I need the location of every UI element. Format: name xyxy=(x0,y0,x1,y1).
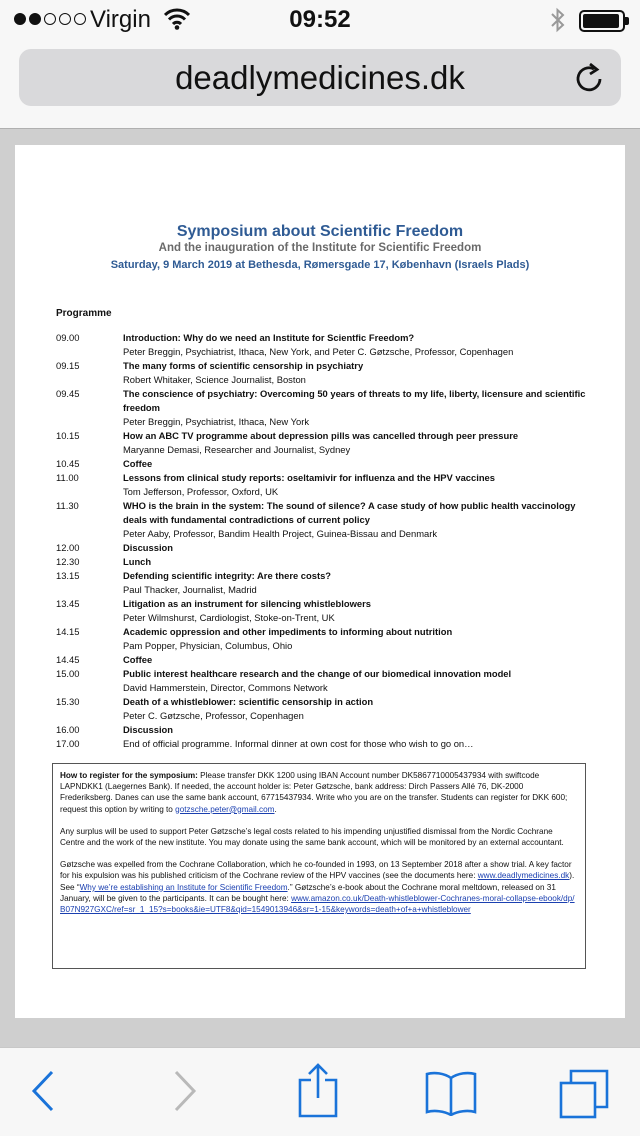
registration-label: How to register for the symposium: xyxy=(60,771,198,780)
schedule-time: 09.45 xyxy=(56,388,80,399)
schedule-row xyxy=(56,499,586,541)
session-speaker: David Hammerstein, Director, Commons Network xyxy=(123,682,328,693)
schedule-row xyxy=(56,541,586,555)
url-text[interactable]: deadlymedicines.dk xyxy=(175,59,465,96)
schedule-row xyxy=(56,667,586,695)
schedule-time: 15.00 xyxy=(56,668,80,679)
session-speaker: Tom Jefferson, Professor, Oxford, UK xyxy=(123,486,279,497)
page-subtitle: And the inauguration of the Institute for Scientific Freedom xyxy=(158,242,482,254)
session-title: The conscience of psychiatry: Overcoming 50 years of threats to my life, liberty, licensure and scientific freedom xyxy=(123,388,586,413)
session-speaker: Peter Wilmshurst, Cardiologist, Stoke-on-Trent, UK xyxy=(123,612,335,623)
schedule-time: 13.15 xyxy=(56,570,80,581)
bluetooth-icon xyxy=(550,7,566,38)
schedule-row xyxy=(56,653,586,667)
carrier-name: Virgin xyxy=(90,6,151,33)
forward-icon[interactable] xyxy=(172,1068,198,1119)
article-link[interactable]: Why we’re establishing an Institute for Scientific Freedom xyxy=(79,882,288,892)
session-speaker: Peter C. Gøtzsche, Professor, Copenhagen xyxy=(123,710,304,721)
schedule-row xyxy=(56,331,586,359)
session-title: WHO is the brain in the system: The sound of silence? A case study of how public health vaccinology deals with fundamental contradictions of current policy xyxy=(123,500,576,525)
status-bar xyxy=(0,0,640,40)
session-title: Coffee xyxy=(123,458,153,469)
session-speaker: Peter Aaby, Professor, Bandim Health Project, Guinea-Bissau and Denmark xyxy=(123,528,438,539)
website-link[interactable]: www.deadlymedicines.dk xyxy=(477,871,570,881)
schedule-row xyxy=(56,471,586,499)
session-title: Defending scientific integrity: Are there costs? xyxy=(123,570,332,581)
session-title: Introduction: Why do we need an Institute for Scientfic Freedom? xyxy=(123,332,415,343)
session-title: Lessons from clinical study reports: oseltamivir for influenza and the HPV vaccines xyxy=(123,472,495,483)
schedule-row xyxy=(56,737,586,751)
bookmarks-icon[interactable] xyxy=(424,1070,478,1121)
schedule-row xyxy=(56,695,586,723)
event-date-location: Saturday, 9 March 2019 at Bethesda, Rømersgade 17, København (Israels Plads) xyxy=(110,259,530,271)
share-icon[interactable] xyxy=(296,1062,340,1123)
schedule-time: 13.45 xyxy=(56,598,80,609)
session-speaker: Peter Breggin, Psychiatrist, Ithaca, New York xyxy=(123,416,310,427)
schedule-time: 12.30 xyxy=(56,556,80,567)
expulsion-paragraph: Gøtzsche was expelled from the Cochrane Collaboration, which he co-founded in 1993, on 13 September 2018 after a show trial. A key factor for his expulsion was his published criticism of the Cochrane review of the HPV vaccines (see the documents here: www.deadlymedicines.dk). See “Why we’re establishing an Institute for Scientific Freedom.” Gøtzsche’s e-book about the Cochrane moral meltdown, released on 31 January, will be given to the participants. It can be bought here: www.amazon.co.uk/Death-whistleblower-Cochranes-moral-collapse-ebook/dp/B07N927GXC/ref=sr_1_15?s=books&ie=UTF8&qid=1549013946&sr=1-15&keywords=death+of+a+whistleblower xyxy=(60,860,575,915)
session-speaker: Pam Popper, Physician, Columbus, Ohio xyxy=(123,640,293,651)
reload-icon[interactable] xyxy=(575,62,605,99)
schedule-time: 09.00 xyxy=(56,332,80,343)
session-speaker: Peter Breggin, Psychiatrist, Ithaca, New York, and Peter C. Gøtzsche, Professor, Copenhagen xyxy=(123,346,514,357)
info-box xyxy=(52,763,586,969)
session-speaker: Robert Whitaker, Science Journalist, Boston xyxy=(123,374,306,385)
schedule-row xyxy=(56,723,586,737)
schedule-row xyxy=(56,555,586,569)
schedule-row xyxy=(56,457,586,471)
pdf-page xyxy=(15,145,625,1018)
session-title: Litigation as an instrument for silencing whistleblowers xyxy=(123,598,371,609)
schedule-row xyxy=(56,597,586,625)
session-title: The many forms of scientific censorship in psychiatry xyxy=(123,360,364,371)
schedule-time: 15.30 xyxy=(56,696,80,707)
schedule-time: 16.00 xyxy=(56,724,80,735)
session-title: Academic oppression and other impediments to informing about nutrition xyxy=(123,626,453,637)
schedule-time: 17.00 xyxy=(56,738,80,749)
tabs-icon[interactable] xyxy=(558,1068,610,1125)
session-title: Coffee xyxy=(123,654,153,665)
session-speaker: Paul Thacker, Journalist, Madrid xyxy=(123,584,257,595)
surplus-paragraph: Any surplus will be used to support Peter Gøtzsche’s legal costs related to his impending unjustified dismissal from the Nordic Cochrane Centre and the work of the new institute. You may donate using the same bank account, which will be monitored by an external accountant. xyxy=(60,826,564,848)
schedule-row xyxy=(56,429,586,457)
schedule-time: 10.45 xyxy=(56,458,80,469)
schedule-row xyxy=(56,569,586,597)
clock: 09:52 xyxy=(289,6,351,33)
schedule-time: 12.00 xyxy=(56,542,80,553)
registration-paragraph: How to register for the symposium: Please transfer DKK 1200 using IBAN Account number DK5867710005437934 with swiftcode LAPNDKK1 (Laegernes Bank). If needed, the account holder is: Peter Gøtzsche, bank address: Dirch Passers Allé 76, DK-2000 Frederiksberg. Danes can use the same bank account, 67715437934. Write who you are on the transfer. Students can register for DKK 600; request this option by writing to gotzsche.peter@gmail.com. xyxy=(60,771,568,814)
schedule-time: 11.00 xyxy=(56,472,79,483)
schedule-time: 09.15 xyxy=(56,360,80,371)
programme-schedule xyxy=(56,331,586,751)
session-title: Death of a whistleblower: scientific censorship in action xyxy=(123,696,374,707)
session-title: How an ABC TV programme about depression pills was cancelled through peer pressure xyxy=(123,430,519,441)
amazon-link[interactable]: www.amazon.co.uk/Death-whistleblower-Cochranes-moral-collapse-ebook/dp/B07N927GXC/ref=sr_1_15?s=books&ie=UTF8&qid=1549013946&sr=1-15&keywords=death+of+a+whistleblower xyxy=(60,893,575,915)
session-title: End of official programme. Informal dinner at own cost for those who wish to go on… xyxy=(123,738,474,749)
schedule-time: 11.30 xyxy=(56,500,79,511)
back-icon[interactable] xyxy=(30,1068,56,1119)
schedule-row xyxy=(56,387,586,429)
session-title: Discussion xyxy=(123,724,174,735)
schedule-time: 14.45 xyxy=(56,654,80,665)
session-speaker: Maryanne Demasi, Researcher and Journalist, Sydney xyxy=(123,444,351,455)
session-title: Public interest healthcare research and the change of our biomedical innovation model xyxy=(123,668,512,679)
schedule-row xyxy=(56,359,586,387)
battery-icon xyxy=(579,10,625,32)
schedule-row xyxy=(56,625,586,653)
browser-toolbar xyxy=(0,1047,640,1136)
page-title: Symposium about Scientific Freedom xyxy=(176,223,464,240)
session-title: Discussion xyxy=(123,542,174,553)
schedule-time: 10.15 xyxy=(56,430,80,441)
schedule-time: 14.15 xyxy=(56,626,80,637)
address-bar[interactable] xyxy=(19,49,621,106)
programme-heading: Programme xyxy=(56,308,112,319)
email-link[interactable]: gotzsche.peter@gmail.com xyxy=(175,804,275,814)
session-title: Lunch xyxy=(123,556,152,567)
web-viewport[interactable] xyxy=(0,128,640,1047)
